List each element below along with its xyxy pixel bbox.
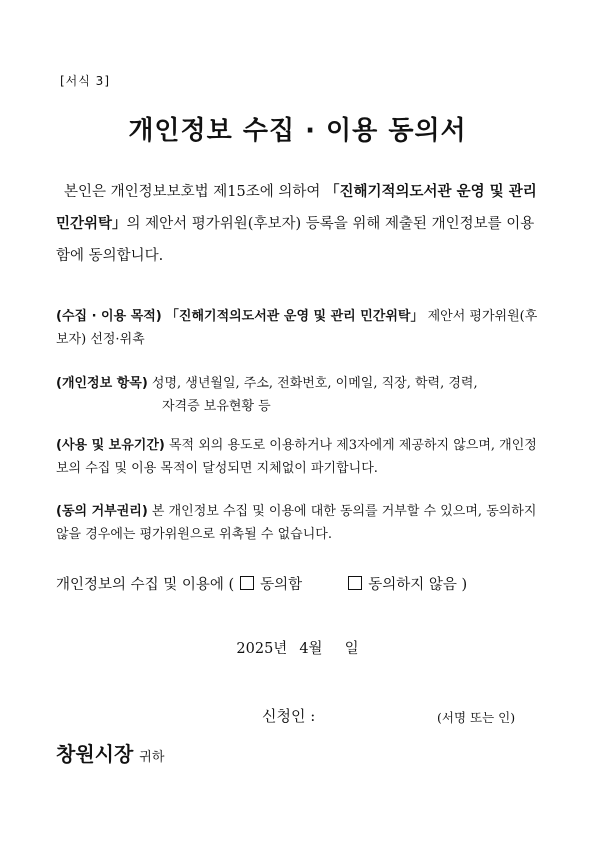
- purpose-text: 제안서 평가위원(후보자) 선정·위촉: [56, 309, 538, 347]
- section-items: [56, 372, 542, 418]
- retention-label: (사용 및 보유기간): [56, 438, 165, 453]
- signature-note: (서명 또는 인): [437, 710, 516, 725]
- items-label: (개인정보 항목): [56, 376, 148, 391]
- date-month: 4월: [299, 641, 323, 657]
- document-title: 개인정보 수집 · 이용 동의서: [128, 116, 467, 146]
- applicant-label: 신청인 :: [262, 707, 316, 725]
- items-line-1: 성명, 생년월일, 주소, 전화번호, 이메일, 직장, 학력, 경력,: [147, 376, 478, 391]
- disagree-checkbox[interactable]: [348, 576, 362, 590]
- consent-prefix: 개인정보의 수집 및 이용에 (: [56, 577, 235, 593]
- intro-text-2: 의 제안서 평가위원(후보자) 등록을 위해 제출된 개인정보를 이용함에 동의합니다.: [56, 216, 535, 264]
- section-purpose: [56, 305, 542, 351]
- agree-label: 동의함: [260, 577, 303, 593]
- agree-checkbox[interactable]: [240, 576, 254, 590]
- date-line: [0, 637, 595, 658]
- items-line-2: 자격증 보유현황 등: [162, 399, 271, 414]
- date-year: 2025년: [236, 641, 288, 657]
- consent-line: [56, 573, 467, 594]
- intro-bold-project: 「진해기적의도서관 운영 및 관리 민간위탁」: [56, 184, 537, 232]
- intro-text-1: 본인은 개인정보보호법 제15조에 의하여: [64, 184, 325, 200]
- section-refusal: [56, 500, 542, 546]
- recipient-honorific: 귀하: [139, 750, 165, 765]
- intro-paragraph: [56, 176, 542, 272]
- refusal-text: 본 개인정보 수집 및 이용에 대한 동의를 거부할 수 있으며, 동의하지 않을 경우에는 평가위원으로 위촉될 수 없습니다.: [56, 504, 537, 542]
- recipient-name: 창원시장: [56, 742, 134, 766]
- recipient: [56, 738, 164, 767]
- retention-text: 목적 외의 용도로 이용하거나 제3자에게 제공하지 않으며, 개인정보의 수집 및 이용 목적이 달성되면 지체없이 파기합니다.: [56, 438, 537, 476]
- purpose-label: (수집 · 이용 목적): [56, 309, 162, 324]
- purpose-project: 「진해기적의도서관 운영 및 관리 민간위탁」: [165, 309, 424, 324]
- disagree-label: 동의하지 않음 ): [368, 577, 468, 593]
- form-number: [서식 3]: [60, 74, 110, 88]
- refusal-label: (동의 거부권리): [56, 504, 148, 519]
- date-day: 일: [344, 641, 359, 657]
- section-retention: [56, 434, 542, 480]
